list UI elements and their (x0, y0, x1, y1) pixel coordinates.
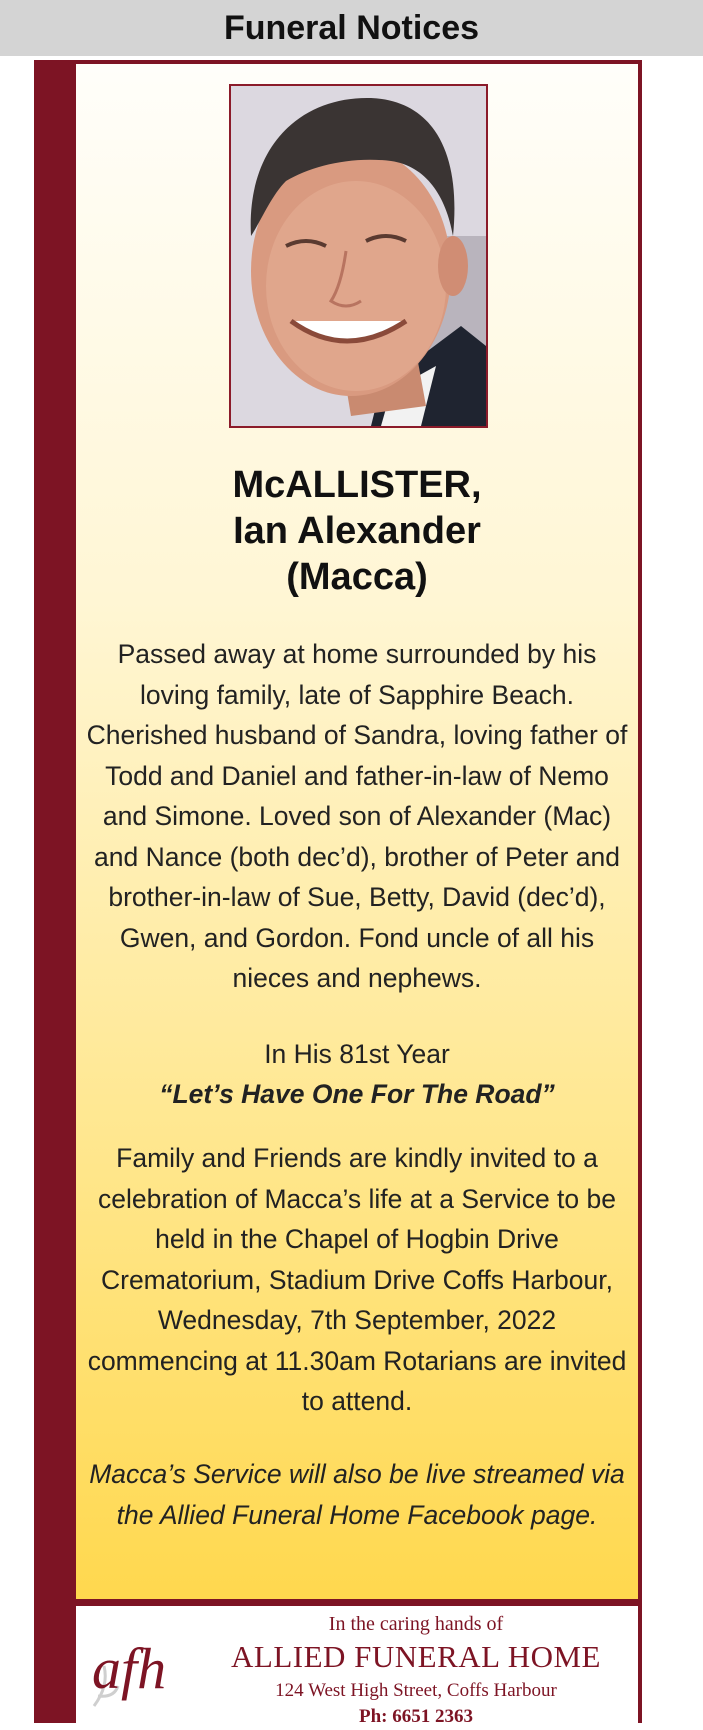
deceased-name (76, 462, 638, 600)
portrait-illustration (231, 86, 486, 426)
funeral-home-phone: Ph: 6651 2363 (359, 1706, 473, 1727)
funeral-home-address: 124 West High Street, Coffs Harbour (275, 1680, 557, 1701)
nickname: (Macca) (286, 556, 428, 598)
service-details: Family and Friends are kindly invited to a celebration of Macca’s life at a Service to be held in the Chapel of Hogbin Drive Crematorium, Stadium Drive Coffs Harbour, Wednesday, 7th September, 2022 commencing at 11.30am Rotarians are invited to attend. (87, 1143, 627, 1416)
obituary-paragraph: Passed away at home surrounded by his loving family, late of Sapphire Beach. Cherished husband of Sandra, loving father of Todd and Daniel and father-in-law of Nemo and Simone. Loved son of Alexander (Mac) and Nance (both dec’d), brother of Peter and brother-in-law of Sue, Betty, David (dec’d), Gwen, and Gordon. Fond uncle of all his nieces and nephews. (86, 639, 628, 993)
surname: McALLISTER, (232, 464, 482, 506)
page-title: Funeral Notices (223, 8, 480, 47)
afh-logo (84, 1626, 194, 1716)
quote-line: “Let’s Have One For The Road” (159, 1079, 555, 1109)
livestream-note: Macca’s Service will also be live streamed via the Allied Funeral Home Facebook page. (89, 1459, 625, 1530)
given-names: Ian Alexander (233, 510, 481, 552)
portrait-photo (229, 84, 488, 428)
funeral-home-details (196, 1612, 636, 1730)
age-line: In His 81st Year (264, 1039, 450, 1069)
notice-body (76, 64, 638, 1599)
caring-line: In the caring hands of (328, 1613, 504, 1635)
funeral-notice (34, 60, 642, 1727)
logo-lettering: afh (92, 1636, 167, 1701)
funeral-home-footer (76, 1606, 638, 1727)
funeral-home-name: ALLIED FUNERAL HOME (231, 1639, 601, 1674)
page-header (0, 0, 703, 56)
